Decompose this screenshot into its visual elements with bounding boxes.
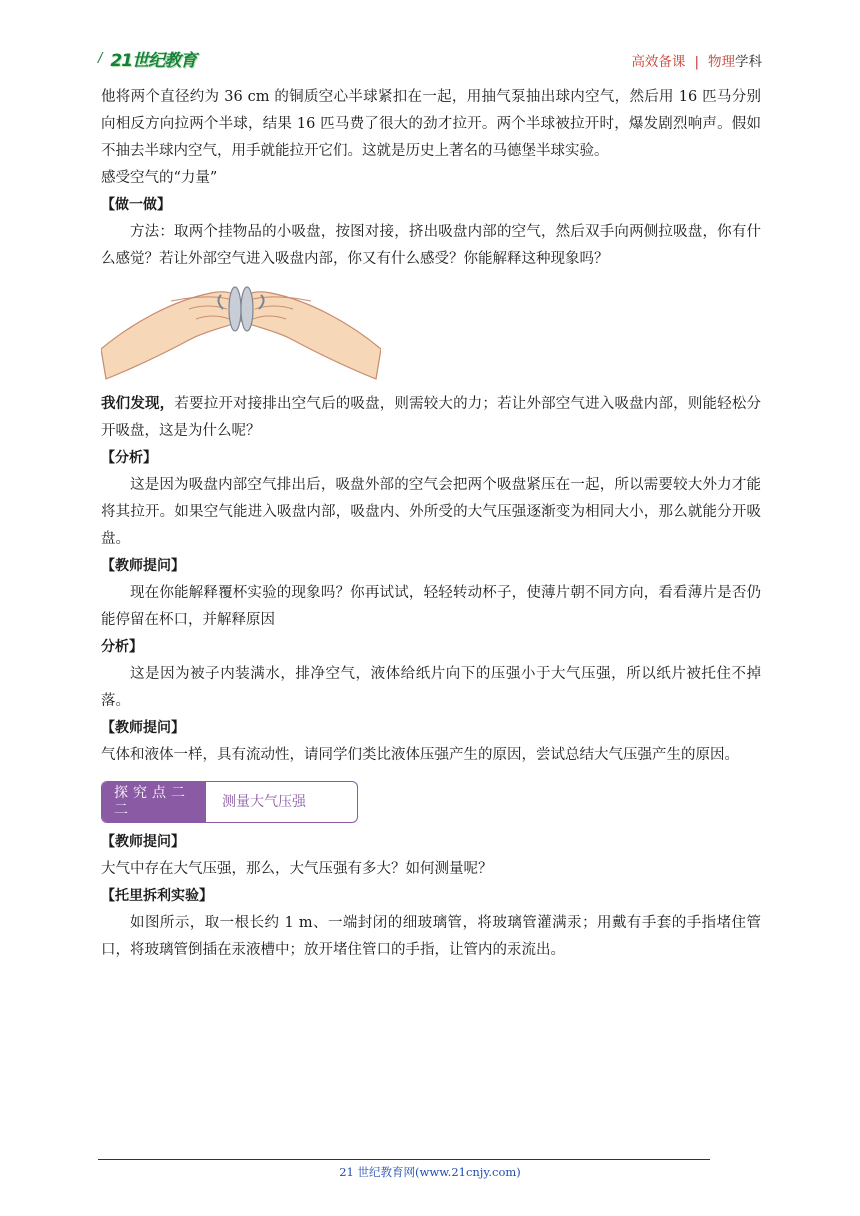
paragraph-cup-experiment: 现在你能解释覆杯实验的现象吗？你再试试，轻轻转动杯子，使薄片朝不同方向，看看薄片是否仍能停留在杯口，并解释原因 [101,585,761,628]
tag-do-it: 【做一做】 [101,197,171,213]
we-found-text: 若要拉开对接排出空气后的吸盘，则需较大的力；若让外部空气进入吸盘内部，则能轻松分开吸盘，这是为什么呢？ [101,396,762,439]
paragraph-analysis-2: 这是因为被子内装满水，排净空气，液体给纸片向下的压强小于大气压强，所以纸片被托住不掉落。 [101,666,761,709]
header-course: 高效备课 [631,54,686,70]
paragraph-magdeburg: 他将两个直径约为 36 cm 的铜质空心半球紧扣在一起，用抽气泵抽出球内空气，然后用 16 匹马分别向相反方向拉两个半球，结果 16 匹马费了很大的劲才拉开。两个半球被拉开时，爆发剧烈响声。假如不抽去半球内空气，用手就能拉开它们。这就是历史上著名的马德堡半球实验。 [101,89,761,159]
tag-analysis: 【分析】 [101,450,157,466]
paragraph-analysis: 这是因为吸盘内部空气排出后，吸盘外部的空气会把两个吸盘紧压在一起，所以需要较大外力才能将其拉开。如果空气能进入吸盘内部，吸盘内、外所受的大气压强逐渐变为相同大小，那么就能分开吸盘。 [101,477,761,547]
section-title: 测量大气压强 [222,794,306,810]
we-found-label: 我们发现， [101,396,175,412]
logo-text: 21世纪教育 [110,51,197,71]
header-subject-b: 学科 [735,54,762,70]
header-subject [631,50,762,70]
hands-pulling-suction-cups-image [101,279,381,381]
logo-slash: / [98,51,103,66]
paragraph-pressure-question: 大气中存在大气压强，那么，大气压强有多大？如何测量呢？ [101,861,493,877]
paragraph-air-flow: 气体和液体一样，具有流动性，请同学们类比液体压强产生的原因，尝试总结大气压强产生的原因。 [101,747,739,763]
tag-teacher-question-3: 【教师提问】 [101,834,185,850]
paragraph-we-found [101,391,761,445]
tag-analysis-2: 分析】 [101,639,143,655]
page-header [98,44,762,74]
footer-source: 21 世纪教育网(www.21cnjy.com) [339,1165,521,1179]
paragraph-torricelli: 如图所示，取一根长约 1 m、一端封闭的细玻璃管，将玻璃管灌满汞；用戴有手套的手指堵住管口，将玻璃管倒插在汞液槽中；放开堵住管口的手指，让管内的汞流出。 [101,915,761,958]
logo [98,46,196,71]
tag-torricelli: 【托里拆利实验】 [101,888,213,904]
paragraph-feel-air: 感受空气的“力量” [101,170,218,186]
section-heading [101,781,358,823]
document-body [101,84,761,964]
suction-cup-figure [101,279,761,381]
footer-divider [98,1159,710,1160]
tag-teacher-question-1: 【教师提问】 [101,558,185,574]
tag-teacher-question-2: 【教师提问】 [101,720,185,736]
section-number: 探究点二二 [102,782,206,822]
paragraph-method: 方法：取两个挂物品的小吸盘，按图对接，挤出吸盘内部的空气，然后双手向两侧拉吸盘，你有什么感觉？若让外部空气进入吸盘内部，你又有什么感受？你能解释这种现象吗？ [101,224,761,267]
header-subject-a: 物理 [708,54,735,70]
header-separator: | [694,54,699,70]
